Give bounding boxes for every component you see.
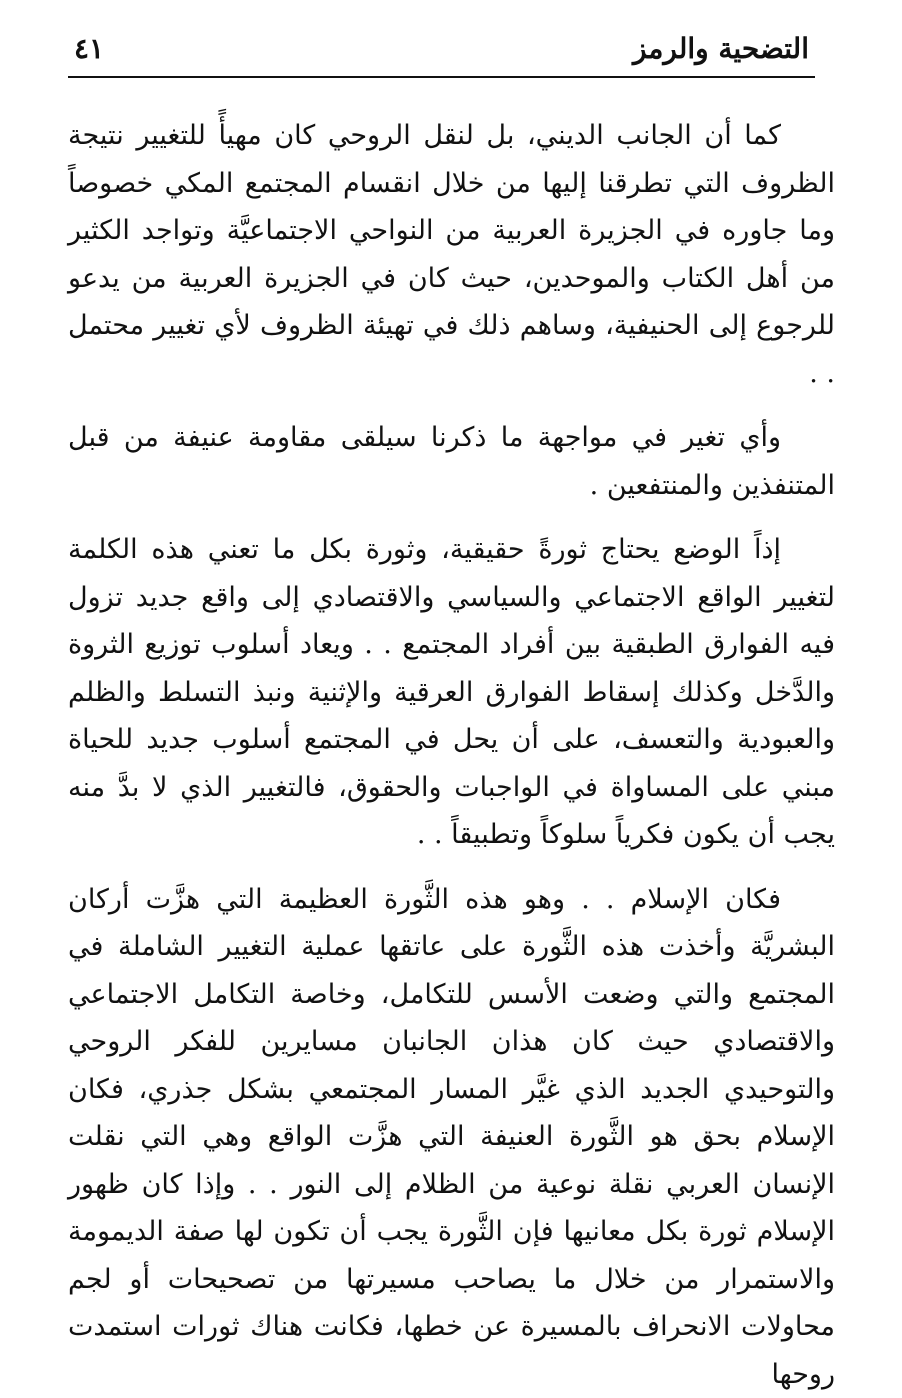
paragraph: فكان الإسلام . . وهو هذه الثَّورة العظيمة التي هزَّت أركان البشريَّة وأخذت هذه الثَّورة على عاتقها عملية التغيير الشاملة في المجتمع والتي وضعت الأسس للتكامل، وخاصة التكامل الاجتماعي والاقتصادي حيث كان هذان الجانبان مسايرين للفكر الروحي والتوحيدي الجديد الذي غيَّر المسار المجتمعي بشكل جذري، فكان الإسلام بحق هو الثَّورة العنيفة التي هزَّت الواقع وهي التي نقلت الإنسان العربي نقلة نوعية من الظلام إلى النور . . وإذا كان ظهور الإسلام ثورة بكل معانيها فإن الثَّورة يجب أن تكون لها صفة الديمومة والاستمرار من خلال ما يصاحب مسيرتها من تصحيحات أو لجم محاولات الانحراف بالمسيرة عن خطها، فكانت هناك ثورات استمدت روحها (68, 876, 835, 1398)
paragraph: كما أن الجانب الديني، بل لنقل الروحي كان مهيأً للتغيير نتيجة الظروف التي تطرقنا إليها من خلال انقسام المجتمع المكي خصوصاً وما جاوره في الجزيرة العربية من النواحي الاجتماعيَّة وتواجد الكثير من أهل الكتاب والموحدين، حيث كان في الجزيرة العربية من يدعو للرجوع إلى الحنيفية، وساهم ذلك في تهيئة الظروف لأي تغيير محتمل . . (68, 112, 835, 397)
page-header (68, 26, 815, 78)
page-number: ٤١ (74, 32, 104, 65)
running-title: التضحية والرمز (633, 32, 809, 65)
paragraph: وأي تغير في مواجهة ما ذكرنا سيلقى مقاومة عنيفة من قبل المتنفذين والمنتفعين . (68, 414, 835, 509)
paragraph: إذاً الوضع يحتاج ثورةً حقيقية، وثورة بكل ما تعني هذه الكلمة لتغيير الواقع الاجتماعي والسياسي والاقتصادي إلى واقع جديد تزول فيه الفوارق الطبقية بين أفراد المجتمع . . ويعاد أسلوب توزيع الثروة والدَّخل وكذلك إسقاط الفوارق العرقية والإثنية ونبذ التسلط والظلم والعبودية والتعسف، على أن يحل في المجتمع أسلوب جديد للحياة مبني على المساواة في الواجبات والحقوق، فالتغيير الذي لا بدَّ منه يجب أن يكون فكرياً سلوكاً وتطبيقاً . . (68, 526, 835, 859)
body-text (68, 112, 835, 1398)
